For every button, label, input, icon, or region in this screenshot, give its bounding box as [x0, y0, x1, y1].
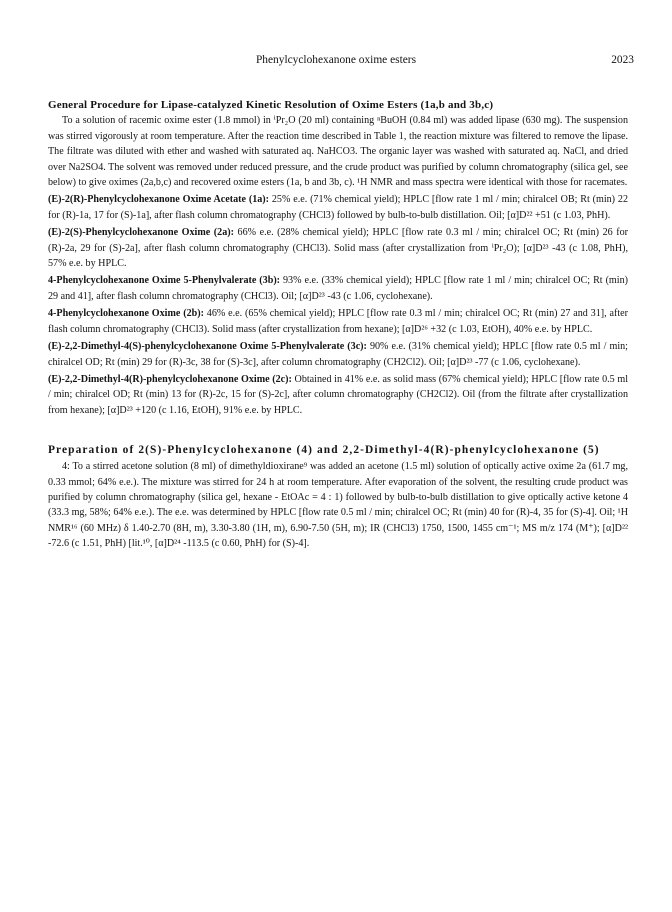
page-number: 2023	[611, 54, 634, 66]
preparation-paragraph: 4: To a stirred acetone solution (8 ml) of dimethyldioxirane⁹ was added an acetone (1.5 ml) solution of optically active oxime 2a (61.7 mg, 0.33 mmol; 64% e.e.). The mixture was stirred for 24 h at room temperature. After evaporation of the solvent, the resulting crude product was purified by column chromatography (silica gel, hexane - EtOAc = 4 : 1) followed by bulb-to-bulb distillation to give optically active ketone 4 (33.3 mg, 58%; 64% e.e.). The e.e. was determined by HPLC [flow rate 0.5 ml / min; chiralcel OC; Rt (min) 40 for (R)-4, 35 for (S)-4]. Oil; ¹H NMR¹⁶ (60 MHz) δ 1.40-2.70 (8H, m), 3.30-3.80 (1H, m), 6.90-7.50 (5H, m); IR (CHCl3) 1750, 1500, 1455 cm⁻¹; MS m/z 174 (M⁺); [α]D²² -72.6 (c 1.51, PhH) [lit.¹⁰, [α]D²⁴ -113.5 (c 0.60, PhH) for (S)-4].	[48, 461, 628, 550]
compound-name: (E)-2,2-Dimethyl-4(S)-phenylcyclohexanone Oxime 5-Phenylvalerate (3c):	[48, 341, 367, 353]
compound-entry-2b	[48, 306, 628, 337]
procedure-paragraph: To a solution of racemic oxime ester (1.8 mmol) in ⁱPr₂O (20 ml) containing ⁿBuOH (0.84 ml) was added lipase (630 mg). The suspension was stirred vigorously at room temperature. After the reaction time described in Table 1, the reaction mixture was filtered to remove the lipase. The filtrate was diluted with ether and washed with saturated aq. NaHCO3. The organic layer was washed with saturated aq. NaCl, and dried over Na2SO4. The solvent was removed under reduced pressure, and the crude product was purified by column chromatography (silica gel, see below) to give oximes (2a,b,c) and recovered oxime esters (1a, b and 3b, c). ¹H NMR and mass spectra were identical with those for racemates.	[48, 115, 628, 189]
compound-entry-3b	[48, 273, 628, 304]
compound-entry-2c	[48, 372, 628, 418]
compound-data: 46% e.e. (65% chemical yield); HPLC [flow rate 0.3 ml / min; chiralcel OC; Rt (min) 27 and 31], after flash column chromatography (CHCl3). Solid mass (after crystallization from hexane); [α]D²⁶ +32 (c 1.03, EtOH), 40% e.e. by HPLC.	[48, 308, 628, 335]
section-spacer	[48, 418, 628, 442]
compound-name: (E)-2(S)-Phenylcyclohexanone Oxime (2a):	[48, 227, 234, 239]
compound-data: 93% e.e. (33% chemical yield); HPLC [flow rate 1 ml / min; chiralcel OC; Rt (min) 29 and 41], after flash column chromatography (CHCl3). Oil; [α]D²³ -43 (c 1.06, cyclohexane).	[48, 275, 628, 302]
compound-name: 4-Phenylcyclohexanone Oxime (2b):	[48, 308, 204, 320]
compound-data: Obtained in 41% e.e. as solid mass (67% chemical yield); HPLC [flow rate 0.5 ml / min; chiralcel OD; Rt (min) 13 for (R)-2c, 15 for (S)-2c], after column chromatography (CH2Cl2). Oil (from the filtrate after crystallization from hexane); [α]D²³ +120 (c 1.16, EtOH), 91% e.e. by HPLC.	[48, 373, 628, 416]
page-header	[0, 54, 672, 70]
compound-name: (E)-2,2-Dimethyl-4(R)-phenylcyclohexanone Oxime (2c):	[48, 373, 292, 385]
compound-name: (E)-2(R)-Phenylcyclohexanone Oxime Acetate (1a):	[48, 194, 270, 206]
article-body	[48, 98, 628, 552]
running-title: Phenylcyclohexanone oxime esters	[255, 54, 417, 66]
compound-data: 66% e.e. (28% chemical yield); HPLC [flow rate 0.3 ml / min; chiralcel OC; Rt (min) 26 for (R)-2a, 29 for (S)-2a], after flash column chromatography (CHCl3). Solid mass (after crystallization from ⁱPr₂O); [α]D²³ -43 (c 1.08, PhH), 57% e.e. by HPLC.	[48, 227, 628, 270]
compound-entry-1a	[48, 192, 628, 223]
compound-data: 25% e.e. (71% chemical yield); HPLC [flow rate 1 ml / min; chiralcel OB; Rt (min) 22 for (R)-1a, 17 for (S)-1a], after flash column chromatography (CHCl3) followed by bulb-to-bulb distillation. Oil; [α]D²² +51 (c 1.03, PhH).	[48, 194, 628, 221]
compound-name: 4-Phenylcyclohexanone Oxime 5-Phenylvalerate (3b):	[48, 275, 281, 287]
section-heading-general-procedure: General Procedure for Lipase-catalyzed Kinetic Resolution of Oxime Esters (1a,b and 3b,c)	[48, 99, 494, 111]
compound-data: 90% e.e. (31% chemical yield); HPLC [flow rate 0.5 ml / min; chiralcel OD; Rt (min) 29 for (R)-3c, 38 for (S)-3c], after column chromatography (CH2Cl2). Oil; [α]D²³ -77 (c 1.06, cyclohexane).	[48, 341, 628, 368]
compound-entry-3c	[48, 339, 628, 370]
section-heading-preparation: Preparation of 2(S)-Phenylcyclohexanone (4) and 2,2-Dimethyl-4(R)-phenylcyclohexanone (5)	[48, 444, 600, 457]
compound-entry-2a	[48, 225, 628, 271]
